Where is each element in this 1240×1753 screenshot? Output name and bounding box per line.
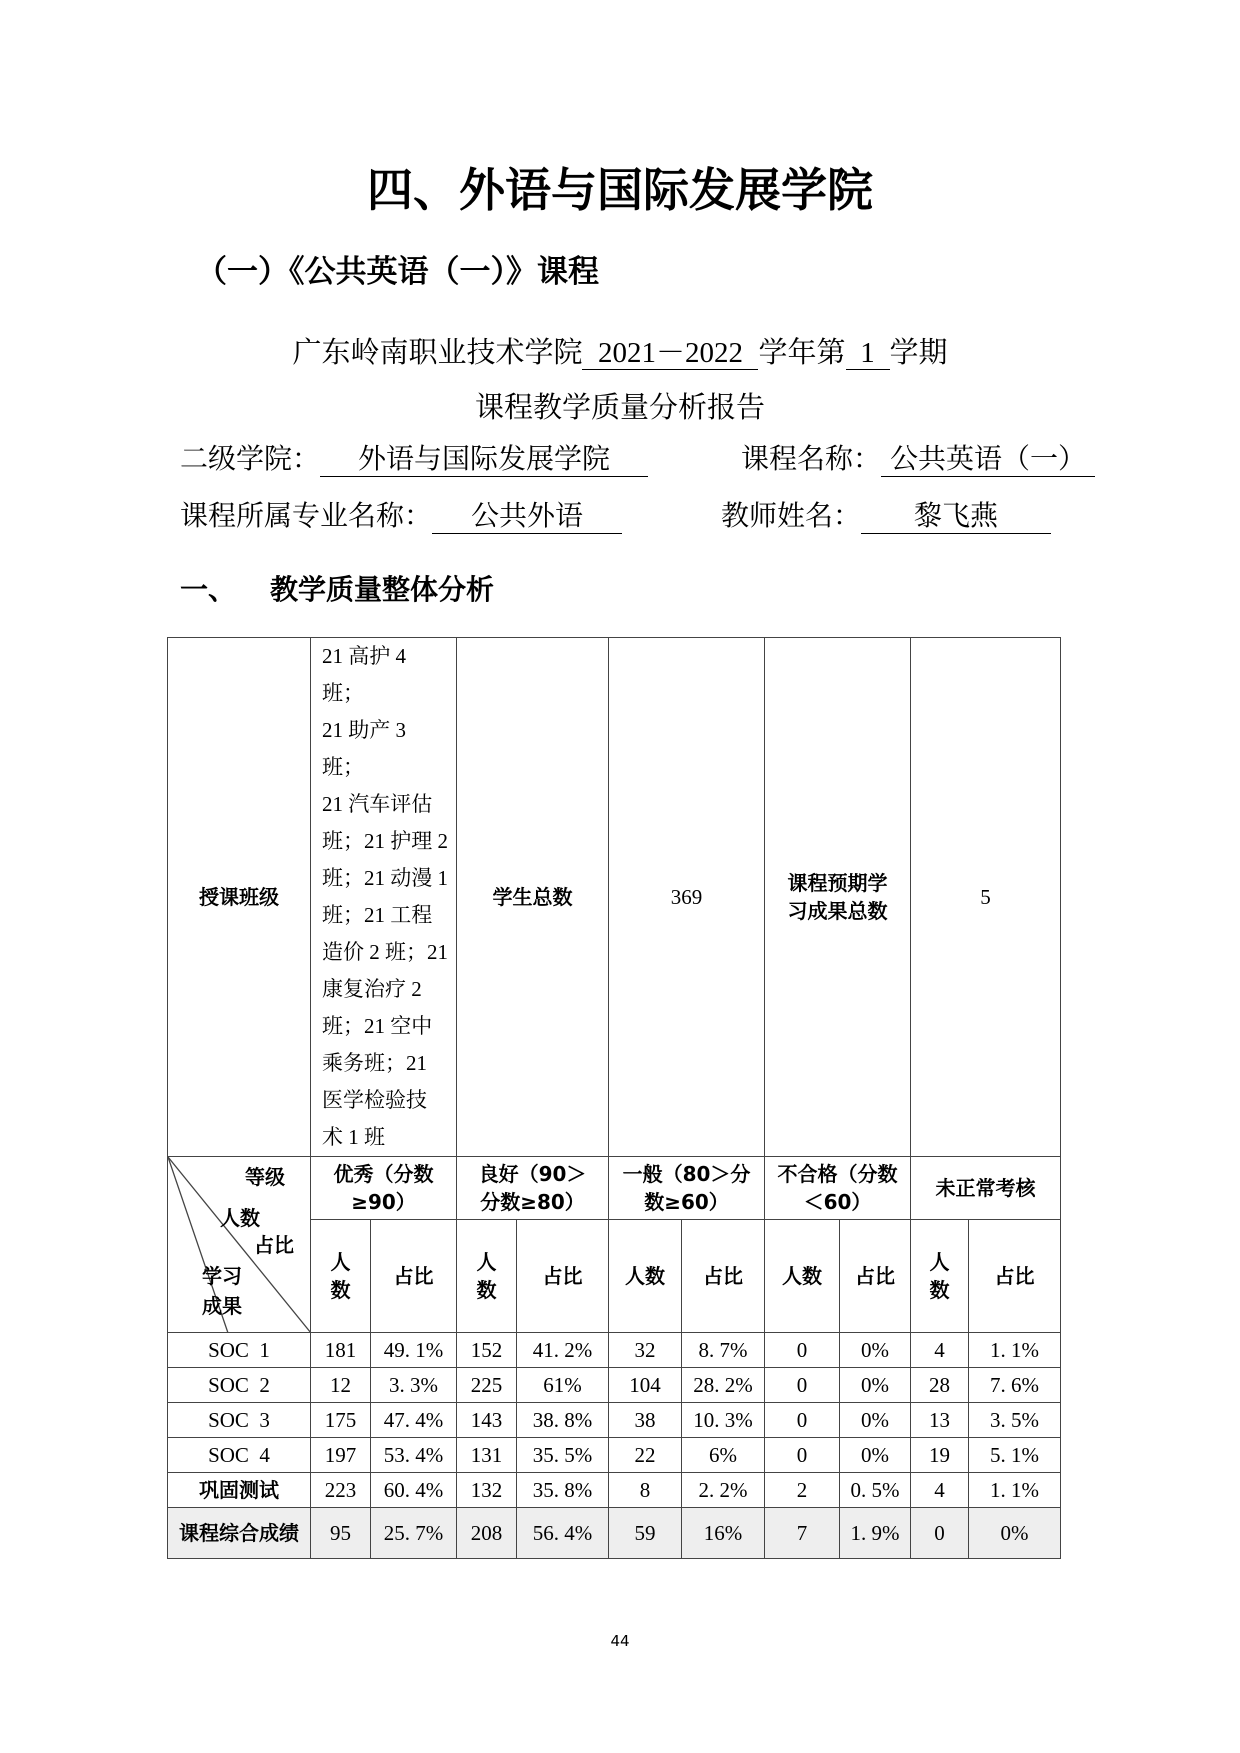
count-cell: 59 [609,1508,682,1559]
major-field [180,497,622,537]
major-value: 公共外语 [432,501,622,534]
count-cell: 223 [311,1473,371,1508]
diagonal-header-cell [168,1157,311,1333]
ratio-cell: 49. 1% [371,1333,457,1368]
student-total-value: 369 [609,638,765,1157]
class-list-line: 班；21 空中 [322,1014,433,1038]
class-label: 授课班级 [168,638,311,1157]
ratio-cell: 35. 8% [517,1473,609,1508]
count-cell: 22 [609,1438,682,1473]
ratio-cell: 10. 3% [682,1403,765,1438]
count-cell: 8 [609,1473,682,1508]
student-total-label: 学生总数 [457,638,609,1157]
ratio-cell: 25. 7% [371,1508,457,1559]
ratio-cell: 0% [969,1508,1061,1559]
grade-level-row [168,1157,1061,1220]
diag-grade-label: 等级 [245,1165,285,1189]
class-list-line: 班；21 动漫 1 [322,866,448,890]
count-cell: 132 [457,1473,517,1508]
count-cell: 197 [311,1438,371,1473]
table-row [168,1473,1061,1508]
ratio-cell: 38. 8% [517,1403,609,1438]
class-list-line: 康复治疗 2 [322,977,422,1001]
count-header: 人数 [765,1220,840,1333]
count-cell: 2 [765,1473,840,1508]
class-list-lines [322,638,450,1156]
count-cell: 181 [311,1333,371,1368]
count-cell: 0 [765,1368,840,1403]
class-list-line: 术 1 班 [322,1125,385,1149]
table-row [168,1508,1061,1559]
course-heading: （一）《公共英语（一）》课程 [196,254,599,290]
outcomes-total-label [765,638,911,1157]
count-cell: 0 [765,1438,840,1473]
level-excellent [311,1157,457,1220]
ratio-cell: 0% [840,1368,911,1403]
count-cell: 12 [311,1368,371,1403]
section-heading [180,570,494,610]
ratio-cell: 1. 9% [840,1508,911,1559]
ratio-cell: 0. 5% [840,1473,911,1508]
class-list-line: 乘务班；21 [322,1051,427,1075]
diag-outcome-label-1: 学习 [202,1264,242,1288]
level-good [457,1157,609,1220]
count-header [311,1220,371,1333]
school-name: 广东岭南职业技术学院 [292,337,583,369]
table-row [168,1368,1061,1403]
ratio-cell: 0% [840,1333,911,1368]
count-cell: 208 [457,1508,517,1559]
count-header [457,1220,517,1333]
section-text: 教学质量整体分析 [270,573,495,606]
table-row [168,1403,1061,1438]
table-row [168,1333,1061,1368]
course-name-label: 课程名称： [741,444,882,475]
ratio-cell: 61% [517,1368,609,1403]
ratio-header: 占比 [517,1220,609,1333]
data-rows [168,1333,1061,1559]
ratio-cell: 3. 5% [969,1403,1061,1438]
count-header: 人数 [609,1220,682,1333]
class-list [311,638,457,1157]
teacher-label: 教师姓名： [721,501,862,532]
ratio-cell: 16% [682,1508,765,1559]
diag-count-label: 人数 [220,1206,260,1230]
ratio-cell: 1. 1% [969,1333,1061,1368]
diag-outcome-label-2: 成果 [202,1294,242,1318]
ratio-cell: 41. 2% [517,1333,609,1368]
ratio-header: 占比 [969,1220,1061,1333]
count-cell: 143 [457,1403,517,1438]
grade-table [167,637,1061,1559]
count-cell: 13 [911,1403,969,1438]
term-suffix: 学期 [889,337,948,369]
college-field [180,440,648,480]
count-cell: 19 [911,1438,969,1473]
page-number: 44 [610,1632,630,1650]
term-number: 1 [846,337,890,370]
ratio-header: 占比 [840,1220,911,1333]
count-cell: 95 [311,1508,371,1559]
class-list-line: 医学检验技 [322,1088,427,1112]
ratio-header: 占比 [371,1220,457,1333]
class-list-line: 班；21 护理 2 [322,829,448,853]
ratio-cell: 7. 6% [969,1368,1061,1403]
ratio-cell: 2. 2% [682,1473,765,1508]
summary-row [168,638,1061,1157]
count-cell: 0 [765,1333,840,1368]
ratio-cell: 1. 1% [969,1473,1061,1508]
report-title: 课程教学质量分析报告 [474,392,765,424]
count-cell: 7 [765,1508,840,1559]
count-cell: 225 [457,1368,517,1403]
ratio-cell: 5. 1% [969,1438,1061,1473]
course-name-value: 公共英语（一） [881,444,1095,477]
ratio-cell: 47. 4% [371,1403,457,1438]
row-label: 巩固测试 [168,1473,311,1508]
ratio-cell: 60. 4% [371,1473,457,1508]
teacher-field [721,497,1051,537]
count-cell: 4 [911,1333,969,1368]
outcomes-total-label-text: 课程预期学习成果总数 [787,871,888,923]
ratio-cell: 3. 3% [371,1368,457,1403]
section-number: 一、 [180,573,237,606]
major-label: 课程所属专业名称： [180,501,433,532]
count-cell: 4 [911,1473,969,1508]
ratio-cell: 6% [682,1438,765,1473]
row-label: SOC 2 [168,1368,311,1403]
ratio-header: 占比 [682,1220,765,1333]
level-not-assessed: 未正常考核 [911,1157,1061,1220]
level-fail [765,1157,911,1220]
level-fail-text: 不合格（分数＜60） [777,1162,898,1214]
count-cell: 152 [457,1333,517,1368]
count-header [911,1220,969,1333]
chapter-title: 四、外语与国际发展学院 [367,163,873,217]
ratio-cell: 35. 5% [517,1438,609,1473]
count-header-text: 人数 [330,1250,351,1302]
ratio-cell: 28. 2% [682,1368,765,1403]
count-header-text: 人数 [929,1250,950,1302]
level-excellent-text: 优秀（分数≥90） [333,1162,434,1214]
class-list-line: 21 汽车评估 [322,792,433,816]
teacher-value: 黎飞燕 [861,501,1051,534]
level-average [609,1157,765,1220]
ratio-cell: 0% [840,1438,911,1473]
count-cell: 38 [609,1403,682,1438]
count-header-text: 人数 [476,1250,497,1302]
ratio-cell: 53. 4% [371,1438,457,1473]
count-cell: 175 [311,1403,371,1438]
count-cell: 0 [911,1508,969,1559]
ratio-cell: 56. 4% [517,1508,609,1559]
class-list-line: 造价 2 班；21 [322,940,448,964]
class-list-line: 21 助产 3 班； [322,718,406,779]
class-list-line: 班；21 工程 [322,903,433,927]
class-list-line: 21 高护 4 班； [322,644,406,705]
row-label: SOC 3 [168,1403,311,1438]
count-cell: 0 [765,1403,840,1438]
count-cell: 32 [609,1333,682,1368]
academic-year: 2021－2022 [582,337,758,370]
diag-ratio-label: 占比 [254,1233,294,1257]
report-term-line [0,333,1240,373]
count-cell: 104 [609,1368,682,1403]
college-value: 外语与国际发展学院 [320,444,648,477]
level-average-text: 一般（80＞分数≥60） [622,1162,751,1214]
row-label: SOC 4 [168,1438,311,1473]
outcomes-total-value: 5 [911,638,1061,1157]
ratio-cell: 0% [840,1403,911,1438]
count-cell: 28 [911,1368,969,1403]
row-label: SOC 1 [168,1333,311,1368]
course-name-field [741,440,1095,480]
level-good-text: 良好（90＞分数≥80） [478,1162,587,1214]
row-label: 课程综合成绩 [168,1508,311,1559]
count-cell: 131 [457,1438,517,1473]
table-row [168,1438,1061,1473]
year-suffix: 学年第 [758,337,846,369]
college-label: 二级学院： [180,444,321,475]
ratio-cell: 8. 7% [682,1333,765,1368]
